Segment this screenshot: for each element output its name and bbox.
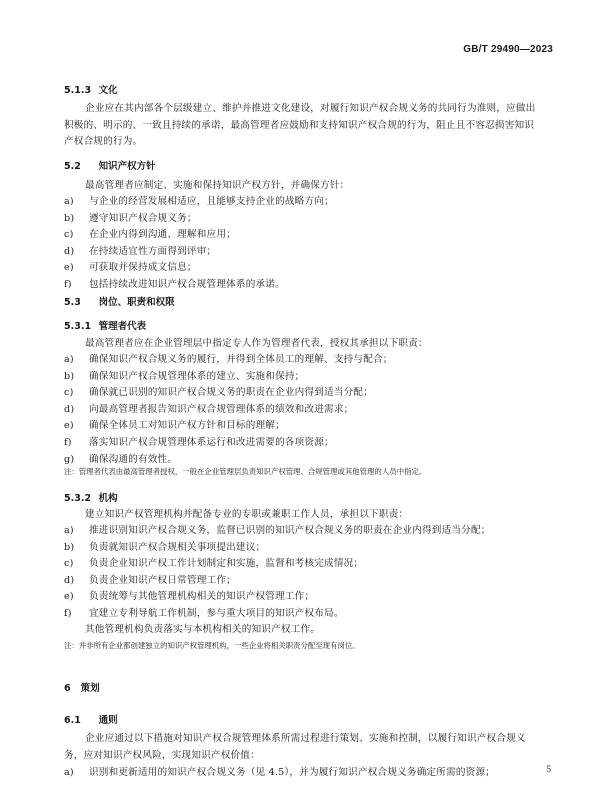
list-item: c) 在企业内得到沟通、理解和应用； xyxy=(64,229,236,241)
list-item: d) 向最高管理者报告知识产权合规管理体系的绩效和改进需求； xyxy=(64,403,354,415)
section-number: 5.2 xyxy=(64,161,81,172)
chapter-6-heading xyxy=(64,680,100,694)
note: 注：并非所有企业都创建独立的知识产权管理机构，一些企业将相关职责分配至现有岗位。 xyxy=(64,641,360,650)
list-item: e) 可获取并保持成文信息； xyxy=(64,262,197,274)
section-5-1-3-heading xyxy=(64,82,118,96)
section-title: 文化 xyxy=(98,85,118,96)
list-item: d) 在持续适宜性方面得到评审； xyxy=(64,245,217,257)
section-5-3-2-intro: 建立知识产权管理机构并配备专业的专职或兼职工作人员，承担以下职责： xyxy=(85,509,409,520)
list-item: d) 负责企业知识产权日常管理工作； xyxy=(64,574,236,586)
page-number: 5 xyxy=(546,764,551,774)
section-6-1-paragraph: 企业应通过以下措施对知识产权合规管理体系所需过程进行策划、实施和控制，以履行知识产权合规义务，应对知识产权风险，实现知识产权价值： xyxy=(64,733,526,761)
section-5-3-heading xyxy=(64,294,175,308)
list-item: a) 识别和更新适用的知识产权合规义务（见 4.5），并为履行知识产权合规义务确定所需的资源； xyxy=(64,767,496,778)
section-title: 知识产权方针 xyxy=(98,161,156,172)
section-5-3-2-list xyxy=(64,523,542,623)
list-item: c) 负责企业知识产权工作计划制定和实施，监督和考核完成情况； xyxy=(64,558,364,570)
section-5-2-intro: 最高管理者应制定、实施和保持知识产权方针，并确保方针： xyxy=(85,180,350,191)
list-item: a) 与企业的经营发展相适应，且能够支持企业的战略方向； xyxy=(64,196,334,207)
section-5-2-list xyxy=(64,194,542,294)
list-item: f) 宜建立专利导航工作机制，参与重大项目的知识产权布局。 xyxy=(64,607,344,619)
list-item: a) 确保知识产权合规义务的履行，并得到全体员工的理解、支持与配合； xyxy=(64,354,393,365)
section-number: 5.3.1 xyxy=(64,321,92,332)
list-item: g) 确保沟通的有效性。 xyxy=(64,453,178,465)
list-item: b) 遵守知识产权合规义务； xyxy=(64,212,197,224)
section-title: 通则 xyxy=(98,715,118,726)
note: 注：管理者代表由最高管理者授权，一般在企业管理层负责知识产权管理、合规管理或其他管理的人员中指定。 xyxy=(64,467,427,476)
standard-code: GB/T 29490—2023 xyxy=(463,44,553,55)
section-title: 机构 xyxy=(98,493,118,504)
list-item: b) 确保知识产权合规管理体系的建立、实施和保持； xyxy=(64,370,305,382)
section-title: 岗位、职责和权限 xyxy=(98,297,175,308)
section-5-1-3-paragraph: 企业应在其内部各个层级建立、维护并推进文化建设，对履行知识产权合规义务的共同行为准则，应做出积极的、明示的、一致且持续的承诺，最高管理者应鼓励和支持知识产权合规的行为，阻止且不容忍损害知识产权合规的行为。 xyxy=(64,103,536,148)
section-5-3-1-intro: 最高管理者应在企业管理层中指定专人作为管理者代表，授权其承担以下职责： xyxy=(85,338,428,349)
list-item: f) 包括持续改进知识产权合规管理体系的承诺。 xyxy=(64,278,285,290)
section-5-3-1-heading xyxy=(64,318,146,332)
section-6-1-heading xyxy=(64,712,118,726)
section-6-1-list xyxy=(64,765,542,782)
section-title: 管理者代表 xyxy=(98,321,147,332)
section-number: 5.3 xyxy=(64,297,81,308)
section-number: 5.1.3 xyxy=(64,85,92,96)
section-number: 6.1 xyxy=(64,715,81,726)
section-5-3-2-after: 其他管理机构负责落实与本机构相关的知识产权工作。 xyxy=(85,624,321,635)
list-item: b) 负责就知识产权合规相关事项提出建议； xyxy=(64,541,266,553)
section-5-3-2-heading xyxy=(64,490,118,504)
list-item: a) 推进识别知识产权合规义务，监督已识别的知识产权合规义务的职责在企业内得到适当分配； xyxy=(64,525,491,536)
list-item: e) 负责统筹与其他管理机构相关的知识产权管理工作； xyxy=(64,591,315,603)
section-5-2-heading xyxy=(64,158,156,172)
section-5-3-1-list xyxy=(64,352,542,468)
list-item: c) 确保就已识别的知识产权合规义务的职责在企业内得到适当分配； xyxy=(64,387,374,399)
section-title: 策划 xyxy=(80,683,100,694)
list-item: f) 落实知识产权合规管理体系运行和改进需要的各项资源； xyxy=(64,436,334,448)
list-item: e) 确保全体员工对知识产权方针和目标的理解； xyxy=(64,420,285,432)
section-number: 6 xyxy=(64,683,71,694)
section-number: 5.3.2 xyxy=(64,493,92,504)
